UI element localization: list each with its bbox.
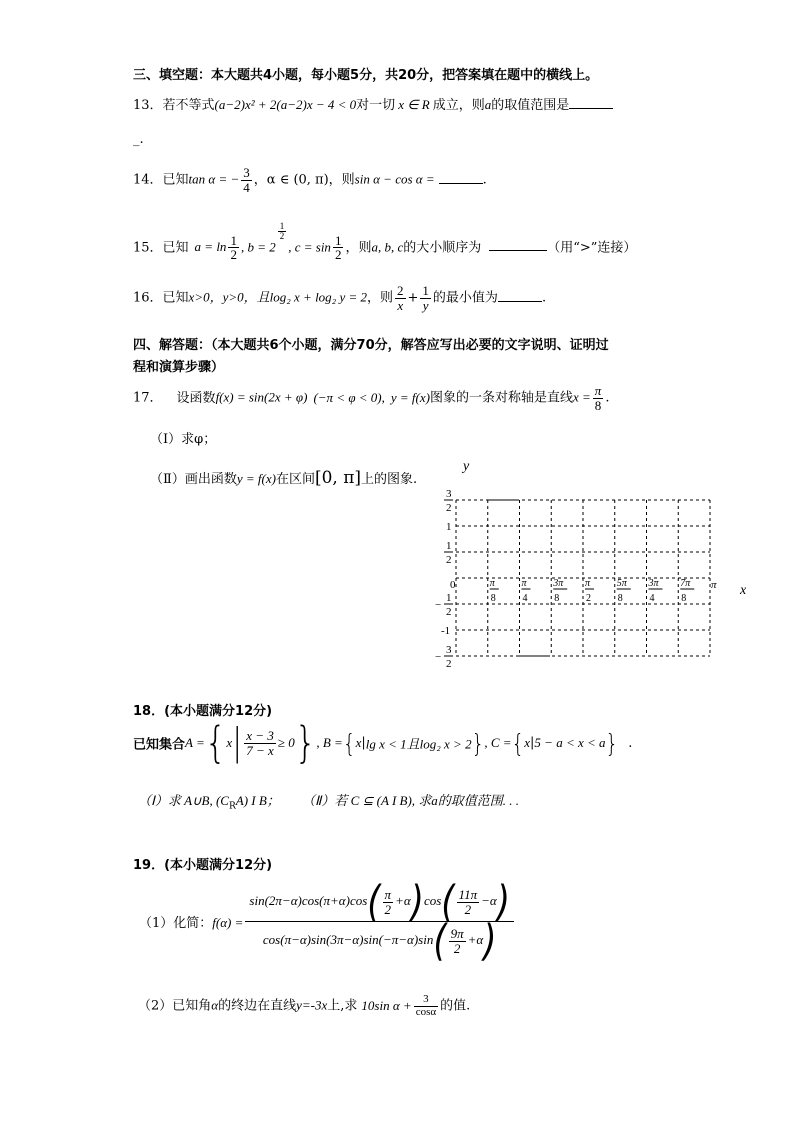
svg-text:3: 3 [446,488,452,500]
section-4-heading-line-1: 四、解答题：（本大题共6个小题，满分70分，解答应写出必要的文字说明、证明过 [133,338,609,353]
q14-end: . [482,172,487,188]
q18-lead: 已知集合 [133,737,186,753]
q17-text3: 图象的一条对称轴是直线 [429,390,573,406]
q19-part-1: （1）化简：f(α) = sin(2π−α)cos(π+α)cos( $\frac{\pi}{2}$ +α)cos( $\frac{11\pi}{2}$ −α) cos(π−α)sin(3π−α)sin(−π−α)sin( $\frac{9\pi}{2}$ +α) [138,884,515,959]
q16-tail: 的最小值为 [432,290,498,306]
q13-answer-blank[interactable] [569,108,613,109]
graph-x-ticks [490,578,695,604]
q17-end: . [605,390,610,406]
graph-origin: 0 [450,579,456,591]
q18-C-cond: 5 − a < x < a [534,735,606,750]
q19-part-2: （2）已知角α的终边在直线y=-3x上,求 10sin α + $\frac{3}{\cos\alpha}$ 的值. [138,993,471,1018]
svg-text:1: 1 [446,540,452,552]
q19-title: 19．(本小题满分12分) [133,858,273,873]
y-tick-label [435,644,453,670]
q16-cond: x>0，y>0，且 [188,289,270,305]
question-15 [133,222,636,262]
svg-text:2: 2 [446,502,452,514]
question-14 [133,166,487,194]
svg-text:−: − [435,651,442,663]
graph-x-label: x [740,583,747,598]
q17-number: 17． [133,390,163,406]
section-4-heading-line-2: 程和演算步骤） [133,360,225,375]
question-13 [133,94,613,113]
svg-text:−: − [435,599,442,611]
q17-text1: 设函数 [176,390,216,406]
q18-B: , B = [316,735,343,750]
x-tick-label [490,578,499,604]
q18-bar: | [232,720,243,765]
graph-y-label: y [463,459,470,474]
svg-text:3: 3 [446,644,452,656]
q13-condition: x ∈ R [398,97,430,112]
section-3-heading: 三、填空题：本大题共4小题，每小题5分，共20分，把答案填在题中的横线上。 [133,68,599,83]
q17-graph [428,452,758,684]
q16-log: log₂ x + log₂ y = 2 [269,289,367,305]
q16-fraction-1: $\frac{2}{x}$ [397,283,404,313]
q15-abc: a, b, c [371,239,404,255]
q17-range: (−π < φ < 0), [313,389,385,405]
q19-numerator: sin(2π−α)cos(π+α)cos( $\frac{\pi}{2}$ +α)cos( $\frac{11\pi}{2}$ −α) [245,885,514,922]
q15-b: , b = 2 [240,239,276,255]
q13-number: 13．若不等式 [133,98,215,113]
q17-line: x = [573,389,591,405]
q18-sets: 已知集合A ={x| $\frac{x - 3}{7 - x}$ ≥ 0}, B ={x|lg x < 1且log₂ x > 2}, C ={x|5 − a < x < a} . [133,718,633,768]
q17-part-2: （Ⅱ）画出函数y = f(x)在区间[0, π]上的图象. [150,468,418,488]
y-tick-label [444,488,453,514]
svg-text:8: 8 [617,593,623,604]
q14-answer-blank[interactable] [439,183,483,184]
q14-range: ，α ∈ (0, π)，则 [253,172,355,188]
q15-a: a = ln [194,239,227,255]
q18-brace-close: } [294,718,317,768]
y-tick-label [435,592,453,618]
svg-text:7π: 7π [680,578,691,589]
x-tick-label [648,578,663,604]
q17-func: f(x) = sin(2x + φ) [215,389,308,405]
q13-wrap-mark: _. [133,132,144,147]
q18-B-cond: lg x < 1且log₂ x > 2 [365,736,472,752]
q15-answer-blank[interactable] [489,250,547,251]
q15-tail: 的大小顺序为 [403,240,482,256]
x-tick-label [585,578,594,604]
x-tick-label [680,578,694,604]
svg-text:π: π [585,578,591,589]
q19-denominator: cos(π−α)sin(3π−α)sin(−π−α)sin( $\frac{9\pi}{2}$ +α) [262,916,497,966]
q13-tail: 成立，则 [432,98,485,113]
svg-text:2: 2 [446,658,452,670]
q16-plus: + [407,290,419,306]
svg-text:2: 2 [586,593,591,604]
q15-c-fraction: $\frac{1}{2}$ [334,232,342,263]
q18-brace-open: { [204,718,227,768]
q15-c: , c = sin [288,239,331,255]
q15-a-fraction: $\frac{1}{2}$ [230,232,237,263]
question-16 [133,284,546,312]
svg-text:2: 2 [446,606,452,618]
q13-mid: 对一切 [356,98,396,113]
q13-end: 的取值范围是 [491,98,570,113]
q15-number: 15．已知 [133,240,189,256]
svg-text:π: π [521,578,527,589]
q18-part-1: （Ⅰ）求 A∪B, (C [138,793,229,808]
q15-exponent: 1 2 [279,221,285,242]
svg-text:8: 8 [681,593,687,604]
q16-mid: ，则 [367,290,394,306]
svg-text:3π: 3π [553,578,564,589]
q14-fraction: $\frac{3}{4}$ [243,165,250,195]
q14-number: 14．已知 [133,172,189,188]
svg-text:1: 1 [446,521,452,533]
q16-number: 16．已知 [133,290,189,306]
q16-answer-blank[interactable] [498,301,542,302]
q18-A: A = [185,735,205,750]
q18-title: 18．(本小题满分12分) [133,704,273,719]
q17-part-1: （Ⅰ）求φ； [150,432,217,447]
q13-var: a [484,97,492,112]
x-tick-label [617,578,631,604]
q14-expr: sin α − cos α = [354,171,435,187]
y-tick-label [444,540,453,566]
svg-text:3π: 3π [648,578,659,589]
x-tick-label [552,578,567,604]
q18-A-fraction: $\frac{x - 3}{7 - x}$ [246,727,274,758]
q16-fraction-2: $\frac{1}{y}$ [422,283,429,313]
y-tick-label [441,625,450,637]
q17-y-eq: y = f(x) [390,389,430,405]
graph-pi-end: π [711,579,717,591]
svg-text:5π: 5π [616,578,627,589]
q13-inequality: (a−2)x² + 2(a−2)x − 4 < 0 [214,97,357,112]
svg-text:2: 2 [446,554,452,566]
svg-text:8: 8 [554,593,560,604]
svg-text:-1: -1 [441,625,451,637]
q18-C: , C = [484,735,512,750]
q15-mid: ，则 [345,240,372,256]
q15-hint: （用“>”连接） [547,240,637,256]
svg-text:4: 4 [522,593,528,604]
svg-text:π: π [489,578,495,589]
q14-tan: tan α = − [188,171,240,187]
q16-end: . [541,290,547,306]
q17-fraction: $\frac{\pi}{8}$ [594,383,602,413]
svg-text:8: 8 [490,593,496,604]
q18-part-2: （Ⅱ）若 C ⊆ (A I B), 求a的取值范围. . . [301,793,520,808]
q18-parts: （Ⅰ）求 A∪B, $(C_RA)$ I B； （Ⅱ）若 C ⊆ (A I B), 求a的取值范围. . . [138,793,520,812]
x-tick-label [522,578,531,604]
svg-text:4: 4 [649,593,655,604]
question-17 [133,384,609,412]
y-tick-label [446,521,452,533]
svg-text:1: 1 [446,592,452,604]
